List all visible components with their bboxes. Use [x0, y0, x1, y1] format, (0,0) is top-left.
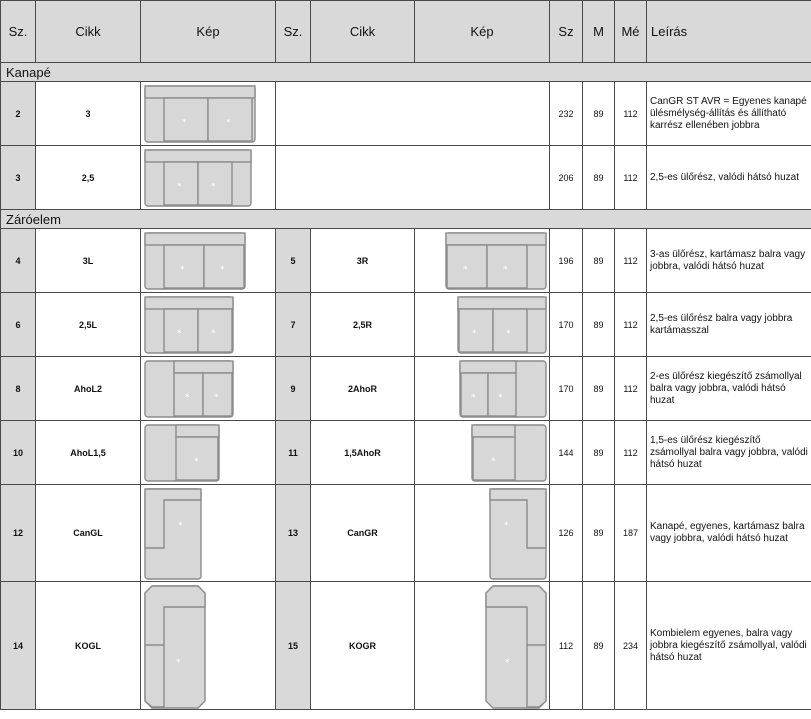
sofa-2ahor-icon [459, 360, 547, 418]
cell-magassag: 89 [583, 421, 615, 485]
sofa-3-seat-icon [144, 85, 256, 143]
table-row [1, 421, 811, 485]
svg-text:*: * [185, 393, 190, 403]
combo-kogr-icon [485, 585, 547, 709]
cell-leiras: Kanapé, egyenes, kartámasz balra vagy jobbra, valódi hátsó huzat [647, 485, 811, 582]
cell-cikk: 3L [36, 229, 141, 293]
svg-text:*: * [182, 118, 187, 128]
header-cikk: Cikk [36, 1, 141, 63]
header-magassag: M [583, 1, 615, 63]
cell-leiras: 2,5-es ülőrész balra vagy jobbra kartámasszal [647, 293, 811, 357]
cell-cikk-2: 1,5AhoR [311, 421, 415, 485]
table-row [1, 146, 811, 210]
cell-kep [141, 421, 276, 485]
sofa-2-5-seat-icon [144, 149, 252, 207]
svg-text:*: * [463, 265, 468, 275]
cell-magassag: 89 [583, 582, 615, 710]
cell-kep [141, 582, 276, 710]
svg-text:*: * [226, 118, 231, 128]
cell-melyseg: 112 [615, 229, 647, 293]
cell-magassag: 89 [583, 485, 615, 582]
cell-sz-2: 9 [276, 357, 311, 421]
svg-text:*: * [211, 182, 216, 192]
table-row [1, 485, 811, 582]
cell-szelesseg: 170 [550, 357, 583, 421]
cell-cikk-2: 2AhoR [311, 357, 415, 421]
cell-szelesseg: 206 [550, 146, 583, 210]
header-kep: Kép [141, 1, 276, 63]
cell-kep [141, 357, 276, 421]
svg-text:*: * [498, 393, 503, 403]
cell-melyseg: 112 [615, 421, 647, 485]
cell-kep [141, 229, 276, 293]
cell-kep [141, 82, 276, 146]
cell-empty [276, 82, 550, 146]
cell-szelesseg: 126 [550, 485, 583, 582]
group-row-kanape [1, 63, 811, 82]
combo-kogl-icon [144, 585, 206, 709]
group-label-zaroelem: Záróelem [1, 210, 811, 229]
cell-sz-2: 13 [276, 485, 311, 582]
cell-kep [141, 485, 276, 582]
cell-melyseg: 112 [615, 357, 647, 421]
sofa-1-5ahor-icon [471, 424, 547, 482]
header-kep-2: Kép [415, 1, 550, 63]
cell-szelesseg: 232 [550, 82, 583, 146]
cell-kep-2 [415, 485, 550, 582]
cell-sz: 3 [1, 146, 36, 210]
cell-sz: 6 [1, 293, 36, 357]
table-row [1, 229, 811, 293]
svg-text:*: * [503, 265, 508, 275]
cell-kep-2 [415, 357, 550, 421]
header-sz: Sz. [1, 1, 36, 63]
table-row [1, 82, 811, 146]
svg-text:*: * [504, 521, 509, 531]
header-leiras: Leírás [647, 1, 811, 63]
cell-kep-2 [415, 293, 550, 357]
cell-szelesseg: 170 [550, 293, 583, 357]
cell-magassag: 89 [583, 146, 615, 210]
cell-melyseg: 112 [615, 293, 647, 357]
cell-cikk: 2,5L [36, 293, 141, 357]
cell-cikk-2: 3R [311, 229, 415, 293]
table-row [1, 293, 811, 357]
cell-kep-2 [415, 229, 550, 293]
cell-sz: 8 [1, 357, 36, 421]
svg-text:*: * [505, 658, 510, 668]
cell-sz: 2 [1, 82, 36, 146]
cell-melyseg: 112 [615, 82, 647, 146]
svg-text:*: * [194, 457, 199, 467]
sofa-ahol1-5-icon [144, 424, 220, 482]
cell-leiras: Kombielem egyenes, balra vagy jobbra kiegészítő zsámollyal, valódi hátsó huzat [647, 582, 811, 710]
svg-text:*: * [491, 457, 496, 467]
cell-kep-2 [415, 582, 550, 710]
table-row [1, 357, 811, 421]
cell-cikk: 3 [36, 82, 141, 146]
cell-sz: 14 [1, 582, 36, 710]
cell-szelesseg: 196 [550, 229, 583, 293]
cell-leiras: 2,5-es ülőrész, valódi hátsó huzat [647, 146, 811, 210]
cell-kep [141, 146, 276, 210]
cell-sz-2: 15 [276, 582, 311, 710]
cell-magassag: 89 [583, 229, 615, 293]
cell-cikk: CanGL [36, 485, 141, 582]
cell-leiras: CanGR ST AVR = Egyenes kanapé ülésmélység-állítás és állítható karrész ellenében jobbra [647, 82, 811, 146]
cell-sz: 10 [1, 421, 36, 485]
cell-sz-2: 11 [276, 421, 311, 485]
sofa-2-5r-icon [457, 296, 547, 354]
sofa-3l-icon [144, 232, 246, 290]
cell-cikk-2: CanGR [311, 485, 415, 582]
svg-text:*: * [180, 265, 185, 275]
cell-leiras: 3-as ülőrész, kartámasz balra vagy jobbra, valódi hátsó huzat [647, 229, 811, 293]
sofa-2-5l-icon [144, 296, 234, 354]
cell-magassag: 89 [583, 357, 615, 421]
cell-leiras: 1,5-es ülőrész kiegészítő zsámollyal balra vagy jobbra, valódi hátsó huzat [647, 421, 811, 485]
cell-melyseg: 234 [615, 582, 647, 710]
cell-magassag: 89 [583, 82, 615, 146]
svg-text:*: * [471, 393, 476, 403]
svg-text:*: * [176, 658, 181, 668]
svg-text:*: * [211, 329, 216, 339]
cell-sz: 12 [1, 485, 36, 582]
cell-empty [276, 146, 550, 210]
cell-cikk-2: 2,5R [311, 293, 415, 357]
group-label-kanape: Kanapé [1, 63, 811, 82]
cell-kep-2 [415, 421, 550, 485]
cell-szelesseg: 144 [550, 421, 583, 485]
svg-text:*: * [214, 393, 219, 403]
svg-text:*: * [177, 182, 182, 192]
cell-sz-2: 7 [276, 293, 311, 357]
cell-magassag: 89 [583, 293, 615, 357]
svg-text:*: * [472, 329, 477, 339]
svg-text:*: * [506, 329, 511, 339]
chaise-cangl-icon [144, 488, 202, 580]
table-row [1, 582, 811, 710]
group-row-zaroelem [1, 210, 811, 229]
cell-melyseg: 112 [615, 146, 647, 210]
cell-sz-2: 5 [276, 229, 311, 293]
cell-leiras: 2-es ülőrész kiegészítő zsámollyal balra vagy jobbra, valódi hátsó huzat [647, 357, 811, 421]
cell-cikk: 2,5 [36, 146, 141, 210]
sofa-3r-icon [445, 232, 547, 290]
header-row [1, 1, 811, 63]
svg-text:*: * [177, 329, 182, 339]
cell-sz: 4 [1, 229, 36, 293]
sofa-ahol2-icon [144, 360, 234, 418]
cell-melyseg: 187 [615, 485, 647, 582]
header-sz-2: Sz. [276, 1, 311, 63]
header-cikk-2: Cikk [311, 1, 415, 63]
cell-cikk: KOGL [36, 582, 141, 710]
svg-text:*: * [178, 521, 183, 531]
cell-cikk: AhoL2 [36, 357, 141, 421]
cell-cikk: AhoL1,5 [36, 421, 141, 485]
header-melyseg: Mé [615, 1, 647, 63]
cell-cikk-2: KOGR [311, 582, 415, 710]
cell-kep [141, 293, 276, 357]
svg-text:*: * [220, 265, 225, 275]
chaise-cangr-icon [489, 488, 547, 580]
cell-szelesseg: 112 [550, 582, 583, 710]
header-szelesseg: Sz [550, 1, 583, 63]
